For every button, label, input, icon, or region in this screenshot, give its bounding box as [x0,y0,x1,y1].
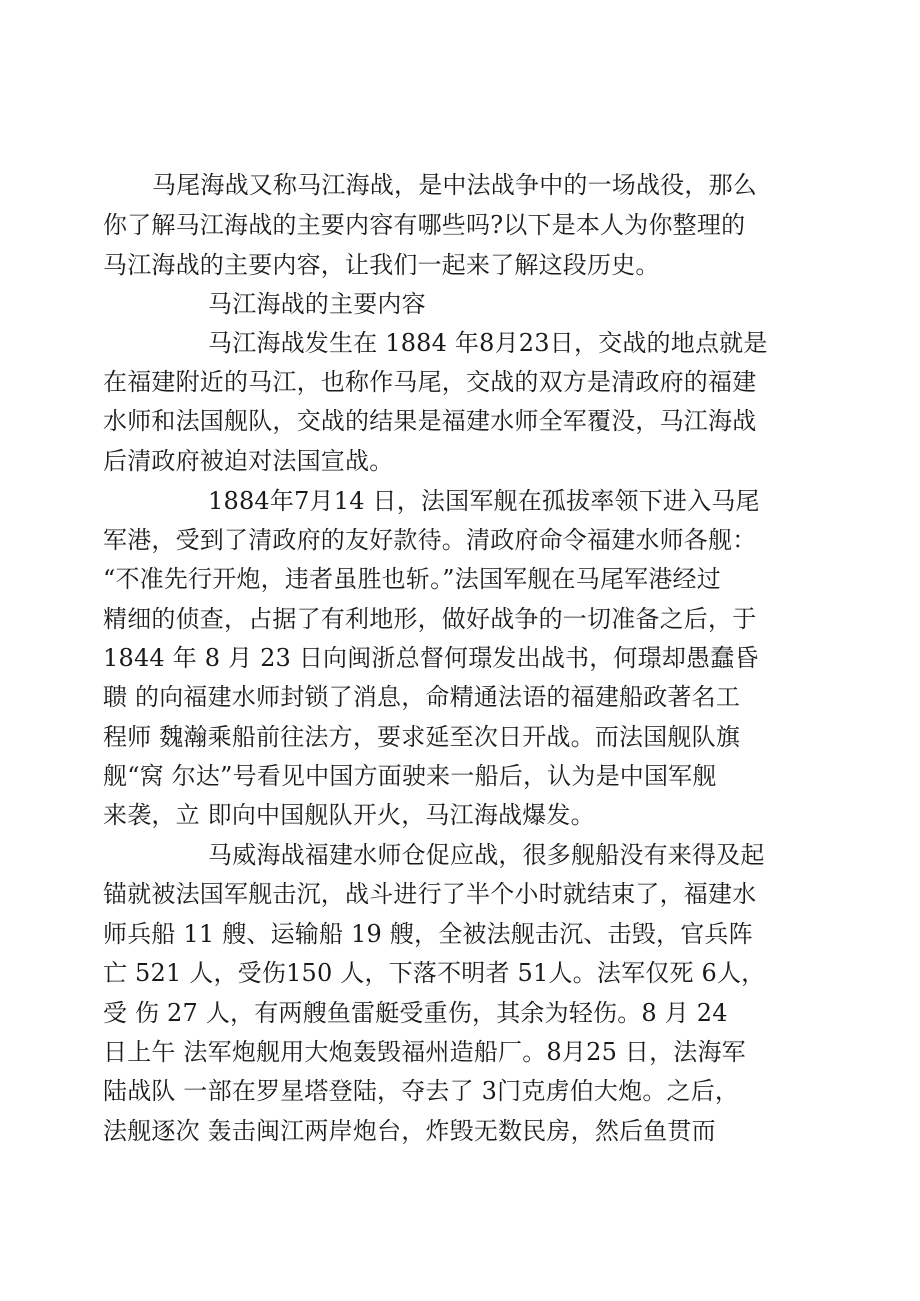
intro-line: 马江海战的主要内容，让我们一起来了解这段历史。 [103,251,660,279]
paragraph-line: 聩 的向福建水师封锁了消息，命精通法语的福建船政著名工 [103,683,741,711]
paragraph-line: 在福建附近的马江，也称作马尾，交战的双方是清政府的福建 [103,368,757,396]
paragraph-line: 程师 魏瀚乘船前往法方，要求延至次日开战。而法国舰队旗 [103,723,741,751]
paragraph-line: 马威海战福建水师仓促应战，很多舰船没有来得及起 [208,841,765,869]
section-heading: 马江海战的主要内容 [208,290,426,318]
paragraph-line: 军港，受到了清政府的友好款待。清政府命令福建水师各舰： [103,526,757,554]
paragraph-line: 舰“窝 尔达”号看见中国方面驶来一船后，认为是中国军舰 [103,762,717,790]
paragraph-line: 锚就被法国军舰击沉，战斗进行了半个小时就结束了，福建水 [103,880,757,908]
paragraph-line: 受 伤 27 人，有两艘鱼雷艇受重伤，其余为轻伤。8 月 24 [103,999,728,1027]
paragraph-line: 水师和法国舰队，交战的结果是福建水师全军覆没，马江海战 [103,407,757,435]
paragraph-line: 来袭，立 即向中国舰队开火，马江海战爆发。 [103,801,595,829]
paragraph-line: 精细的侦查，占据了有利地形，做好战争的一切准备之后，于 [103,605,757,633]
paragraph-line: “不准先行开炮，违者虽胜也斩。”法国军舰在马尾军港经过 [103,565,721,593]
paragraph-line: 后清政府被迫对法国宣战。 [103,447,394,475]
paragraph-line: 亡 521 人，受伤150 人，下落不明者 51人。法军仅死 6人， [103,959,766,987]
paragraph-line: 马江海战发生在 1884 年8月23日，交战的地点就是 [208,329,768,357]
paragraph-line: 师兵船 11 艘、运输船 19 艘，全被法舰击沉、击毁，官兵阵 [103,920,753,948]
paragraph-line: 日上午 法军炮舰用大炮轰毁福州造船厂。8月25 日，法海军 [103,1038,746,1066]
paragraph-line: 陆战队 一部在罗星塔登陆，夺去了 3门克虏伯大炮。之后， [103,1077,740,1105]
paragraph-line: 法舰逐次 轰击闽江两岸炮台，炸毁无数民房，然后鱼贯而 [103,1117,716,1145]
paragraph-line: 1844 年 8 月 23 日向闽浙总督何璟发出战书，何璟却愚蠢昏 [103,644,759,672]
paragraph-line: 1884年7月14 日，法国军舰在孤拔率领下进入马尾 [208,487,760,515]
intro-line: 你了解马江海战的主要内容有哪些吗?以下是本人为你整理的 [103,211,746,239]
intro-line: 马尾海战又称马江海战，是中法战争中的一场战役，那么 [152,171,757,199]
